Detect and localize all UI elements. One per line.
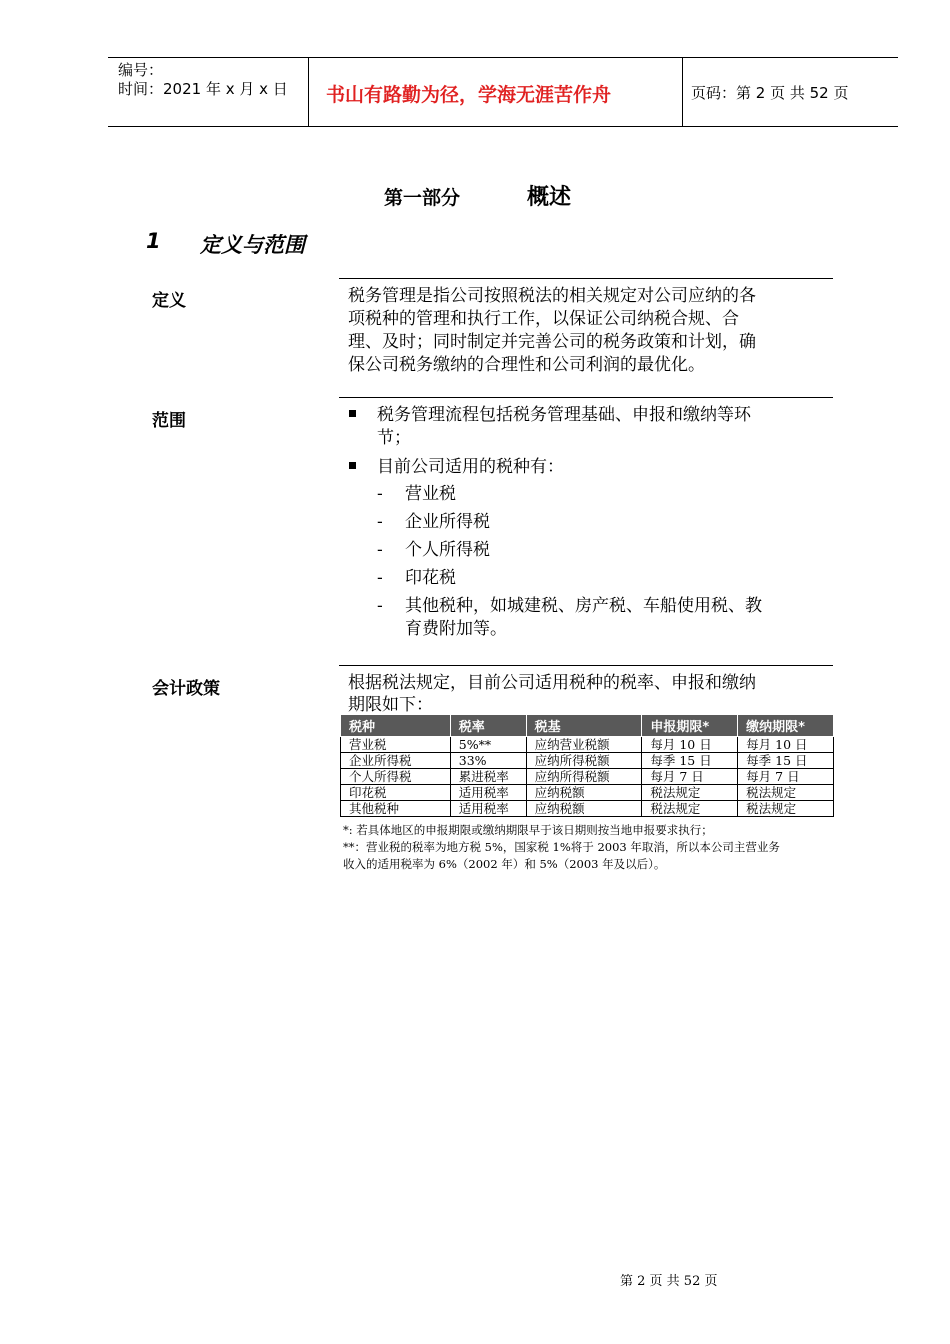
bullet-line: 节；	[377, 428, 411, 448]
policy-intro-line: 期限如下：	[348, 695, 433, 715]
page-header	[108, 57, 898, 127]
document-time: 时间：2021 年 x 月 x 日	[118, 80, 288, 98]
tax-table	[340, 714, 834, 817]
policy-rule	[339, 665, 833, 666]
policy-intro	[348, 672, 756, 716]
table-row	[341, 753, 834, 769]
tax-type-item: 印花税	[405, 568, 456, 588]
bullet-icon	[349, 410, 356, 417]
part-number: 第一部分	[384, 187, 461, 209]
table-cell: 每月 10 日	[642, 737, 738, 753]
part-name: 概述	[527, 185, 572, 210]
column-header: 缴纳期限*	[738, 715, 834, 737]
table-cell: 企业所得税	[341, 753, 451, 769]
bullet-line: 税务管理流程包括税务管理基础、申报和缴纳等环	[377, 405, 751, 425]
table-cell: 应纳税额	[526, 785, 642, 801]
table-cell: 每月 10 日	[738, 737, 834, 753]
page-footer: 第 2 页 共 52 页	[620, 1274, 718, 1289]
header-page-info: 页码：第 2 页 共 52 页	[691, 84, 849, 102]
column-header: 税率	[450, 715, 526, 737]
tax-type-item-other	[405, 595, 762, 641]
definition-text	[348, 285, 756, 377]
policy-intro-line: 根据税法规定，目前公司适用税种的税率、申报和缴纳	[348, 673, 756, 693]
dash-line: 育费附加等。	[405, 619, 507, 639]
table-cell: 适用税率	[450, 801, 526, 817]
dash-icon: -	[377, 568, 383, 588]
definition-label: 定义	[152, 291, 186, 311]
dash-icon: -	[377, 484, 383, 504]
table-cell: 每季 15 日	[642, 753, 738, 769]
table-cell: 累进税率	[450, 769, 526, 785]
definition-line: 保公司税务缴纳的合理性和公司利润的最优化。	[348, 355, 705, 375]
tax-type-item: 个人所得税	[405, 540, 490, 560]
table-cell: 税法规定	[642, 785, 738, 801]
table-row	[341, 785, 834, 801]
definition-line: 理、及时；同时制定并完善公司的税务政策和计划，确	[348, 332, 756, 352]
table-cell: 每月 7 日	[642, 769, 738, 785]
table-cell: 每季 15 日	[738, 753, 834, 769]
table-cell: 5%**	[450, 737, 526, 753]
table-cell: 应纳税额	[526, 801, 642, 817]
policy-label: 会计政策	[152, 679, 220, 699]
column-header: 税种	[341, 715, 451, 737]
table-cell: 其他税种	[341, 801, 451, 817]
dash-icon: -	[377, 540, 383, 560]
table-cell: 每月 7 日	[738, 769, 834, 785]
header-divider	[308, 58, 309, 126]
definition-line: 税务管理是指公司按照税法的相关规定对公司应纳的各	[348, 286, 756, 306]
section-title: 定义与范围	[200, 233, 305, 257]
definition-line: 项税种的管理和执行工作，以保证公司纳税合规、合	[348, 309, 739, 329]
scope-rule	[339, 397, 833, 398]
scope-bullet-1	[377, 404, 751, 450]
table-cell: 税法规定	[738, 785, 834, 801]
document-number-label: 编号：	[118, 61, 164, 79]
table-cell: 个人所得税	[341, 769, 451, 785]
header-motto: 书山有路勤为径，学海无涯苦作舟	[326, 84, 612, 106]
tax-type-item: 营业税	[405, 484, 456, 504]
table-cell: 应纳营业税额	[526, 737, 642, 753]
table-cell: 税法规定	[642, 801, 738, 817]
definition-rule	[339, 278, 833, 279]
section-number: 1	[146, 229, 161, 253]
table-cell: 适用税率	[450, 785, 526, 801]
tax-type-item: 企业所得税	[405, 512, 490, 532]
table-cell: 营业税	[341, 737, 451, 753]
table-cell: 税法规定	[738, 801, 834, 817]
column-header: 申报期限*	[642, 715, 738, 737]
column-header: 税基	[526, 715, 642, 737]
table-row	[341, 737, 834, 753]
table-note: 收入的适用税率为 6%（2002 年）和 5%（2003 年及以后）。	[343, 857, 666, 871]
table-cell: 印花税	[341, 785, 451, 801]
table-note: **：营业税的税率为地方税 5%，国家税 1%将于 2003 年取消，所以本公司主营业务	[343, 840, 780, 854]
dash-icon: -	[377, 512, 383, 532]
header-divider	[682, 58, 683, 126]
table-header-row	[341, 715, 834, 737]
scope-bullet-2: 目前公司适用的税种有：	[377, 457, 564, 477]
bullet-icon	[349, 462, 356, 469]
scope-label: 范围	[152, 411, 186, 431]
table-row	[341, 801, 834, 817]
table-cell: 应纳所得税额	[526, 753, 642, 769]
table-cell: 33%	[450, 753, 526, 769]
dash-icon: -	[377, 596, 383, 616]
table-notes	[343, 822, 863, 873]
table-cell: 应纳所得税额	[526, 769, 642, 785]
dash-line: 其他税种，如城建税、房产税、车船使用税、教	[405, 596, 762, 616]
table-row	[341, 769, 834, 785]
table-note: *: 若具体地区的申报期限或缴纳期限早于该日期则按当地申报要求执行；	[343, 823, 713, 837]
